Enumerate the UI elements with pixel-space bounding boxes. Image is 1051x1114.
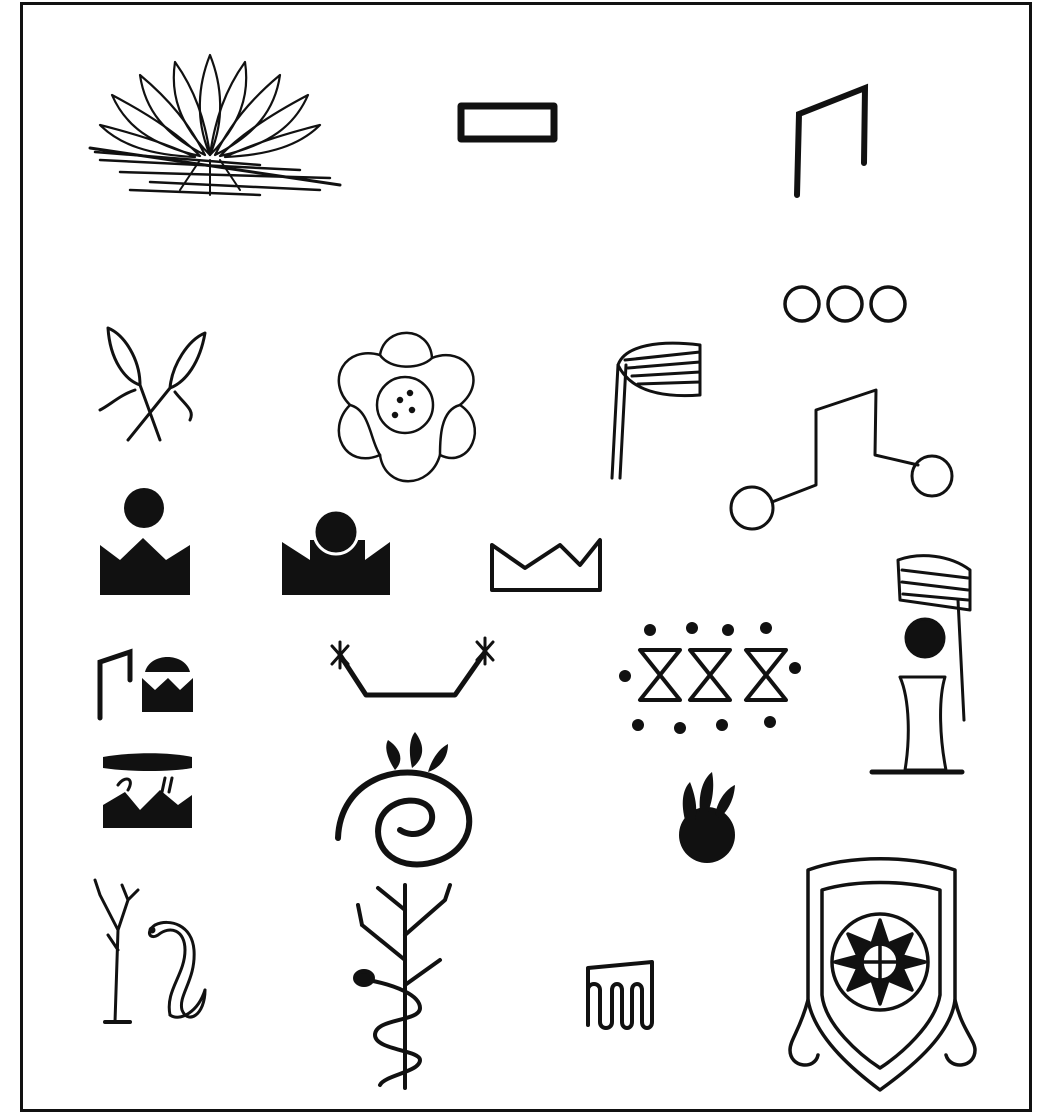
outline-crown-icon <box>492 540 600 590</box>
spiral-with-leaves-icon <box>338 732 469 864</box>
step-line-icon <box>797 88 865 195</box>
rectangle-icon <box>461 106 554 139</box>
crown-with-marks-icon <box>103 753 192 828</box>
tree-and-serpent-icon <box>95 880 205 1022</box>
shield-with-star-icon <box>790 859 975 1090</box>
sun-in-solid-crown-icon <box>282 510 390 595</box>
comb-sign-icon <box>588 962 652 1028</box>
rosette-flower-icon <box>339 333 475 481</box>
starred-bowl-icon <box>332 638 493 695</box>
step-line-with-balls-icon <box>731 390 952 529</box>
fan-flower-on-stem-icon <box>612 343 700 478</box>
lamp-pillar-icon <box>872 556 970 772</box>
serpent-on-tree-icon <box>355 885 450 1088</box>
flame-ball-icon <box>679 772 735 863</box>
crossed-buds-icon <box>100 328 205 440</box>
hook-and-small-crown-icon <box>100 652 193 718</box>
sun-over-solid-crown-icon <box>100 488 190 595</box>
three-circles-icon <box>785 287 905 321</box>
hourglasses-with-dots-icon <box>619 622 801 734</box>
lotus-flower-icon <box>90 55 340 195</box>
